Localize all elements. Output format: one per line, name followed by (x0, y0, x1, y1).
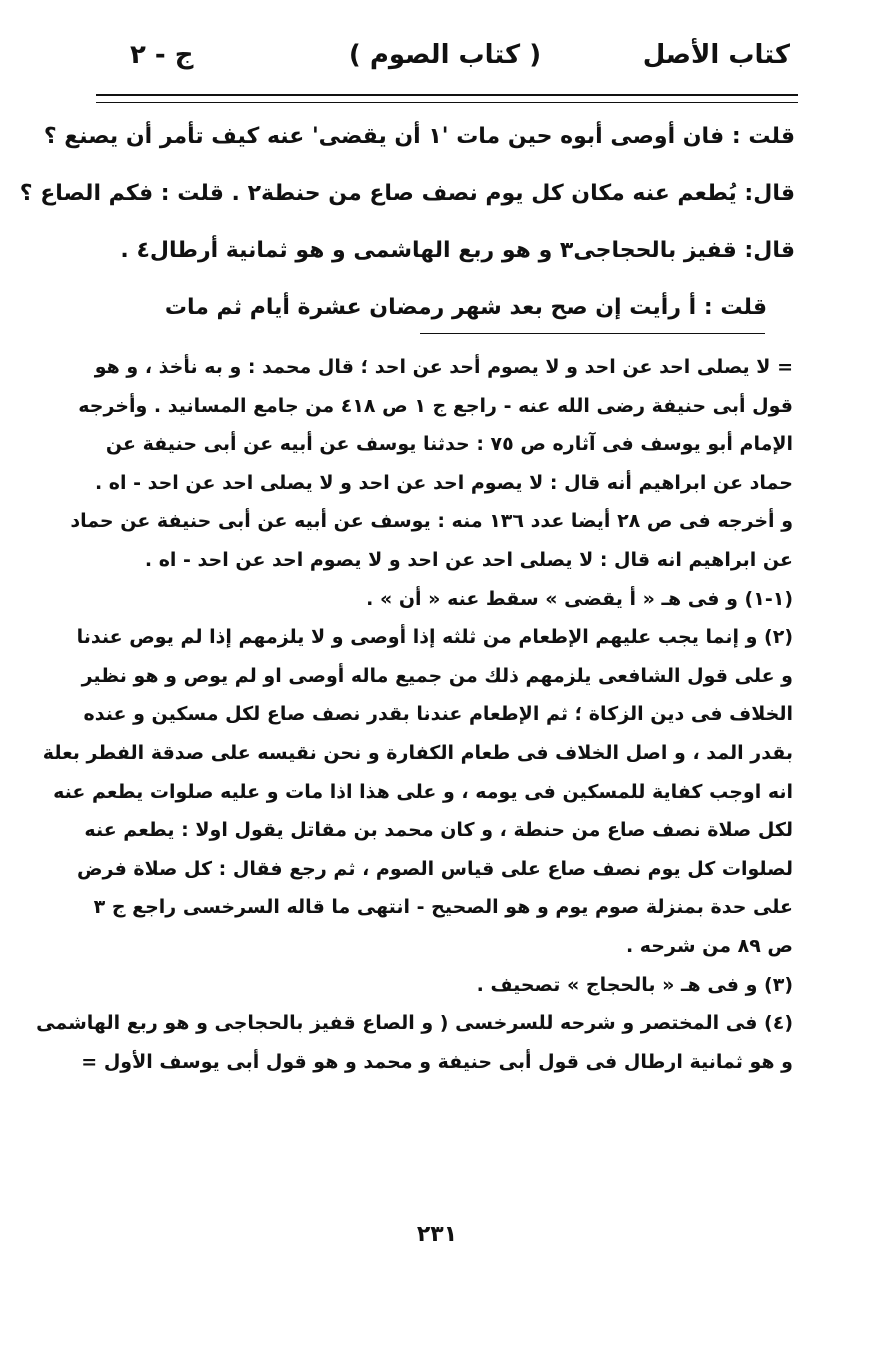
footnote-line: و أخرجه فى ص ٢٨ أيضا عدد ١٣٦ منه : يوسف عن أبيه عن أبى حنيفة عن حماد (70, 510, 793, 533)
footnote-line: ص ٨٩ من شرحه . (625, 934, 793, 957)
footnote-line: لكل صلاة نصف صاع من حنطة ، و كان محمد بن مقاتل يقول اولا : يطعم عنه (84, 819, 793, 842)
footnote-line: الإمام أبو يوسف فى آثاره ص ٧٥ : حدثنا يوسف عن أبيه عن أبى حنيفة عن (105, 433, 793, 456)
page-number: ٢٣١ (416, 1222, 458, 1247)
chapter-title: ( كتاب الصوم ) (348, 40, 542, 70)
footnote-line: و على قول الشافعى يلزمهم ذلك من جميع ماله أوصى او لم يوص و هو نظير (81, 664, 793, 687)
footnote-line: لصلوات كل يوم نصف صاع على قياس الصوم ، ثم رجع فقال : كل صلاة فرض (76, 857, 793, 880)
footnote-line: على حدة بمنزلة صوم يوم و هو الصحيح - انتهى ما قاله السرخسى راجع ج ٣ (93, 896, 793, 919)
footnote-line: و هو ثمانية ارطال فى قول أبى حنيفة و محمد و هو قول أبى يوسف الأول = (81, 1050, 793, 1073)
footnote-line: حماد عن ابراهيم أنه قال : لا يصوم احد عن احد و لا يصلى احد عن احد - اه . (94, 471, 793, 494)
main-text (19, 108, 795, 336)
footnote-line: عن ابراهيم انه قال : لا يصلى احد عن احد و لا يصوم احد عن احد - اه . (144, 548, 793, 571)
footnote-line: قول أبى حنيفة رضى الله عنه - راجع ج ١ ص ٤١٨ من جامع المسانيد . وأخرجه (78, 394, 793, 417)
footnote-line: انه اوجب كفاية للمسكين فى يومه ، و على هذا اذا مات و عليه صلوات يطعم عنه (53, 780, 793, 803)
volume-label: ج - ٢ (130, 40, 194, 70)
footnote-line: الخلاف فى دين الزكاة ؛ ثم الإطعام عندنا بقدر نصف صاع لكل مسكين و عنده (83, 703, 793, 726)
footnote-line: بقدر المد ، و اصل الخلاف فى طعام الكفارة و نحن نقيسه على صدقة الفطر بعلة (42, 741, 793, 764)
main-line: قلت : أ رأيت إن صح بعد شهر رمضان عشرة أيام ثم مات (164, 295, 767, 320)
book-title: كتاب الأصل (642, 40, 790, 70)
footnote-line: (٢) و إنما يجب عليهم الإطعام من ثلثه إذا أوصى و لا يلزمهم إذا لم يوص عندنا (76, 626, 793, 649)
footnote-line: (٣) و فى هـ « بالحجاج » تصحيف . (476, 973, 793, 996)
footnotes (36, 348, 793, 1081)
main-line: قلت : فان أوصى أبوه حين مات '١ أن يقضى' عنه كيف تأمر أن يصنع ؟ (43, 124, 795, 149)
footnote-line: (١-١) و فى هـ « أ يقضى » سقط عنه « أن » . (366, 587, 793, 610)
footnote-line: = لا يصلى احد عن احد و لا يصوم أحد عن احد ؛ قال محمد : و به نأخذ ، و هو (94, 356, 793, 378)
footnote-divider (420, 333, 765, 334)
main-line: قال: قفيز بالحجاجى٣ و هو ربع الهاشمى و هو ثمانية أرطال٤ . (120, 238, 795, 263)
main-line: قال: يُطعم عنه مكان كل يوم نصف صاع من حنطة٢ . قلت : فكم الصاع ؟ (19, 181, 795, 206)
footnote-line: (٤) فى المختصر و شرحه للسرخسى ( و الصاع قفيز بالحجاجى و هو ربع الهاشمى (36, 1012, 793, 1035)
running-header (100, 40, 790, 90)
header-divider (96, 94, 798, 103)
